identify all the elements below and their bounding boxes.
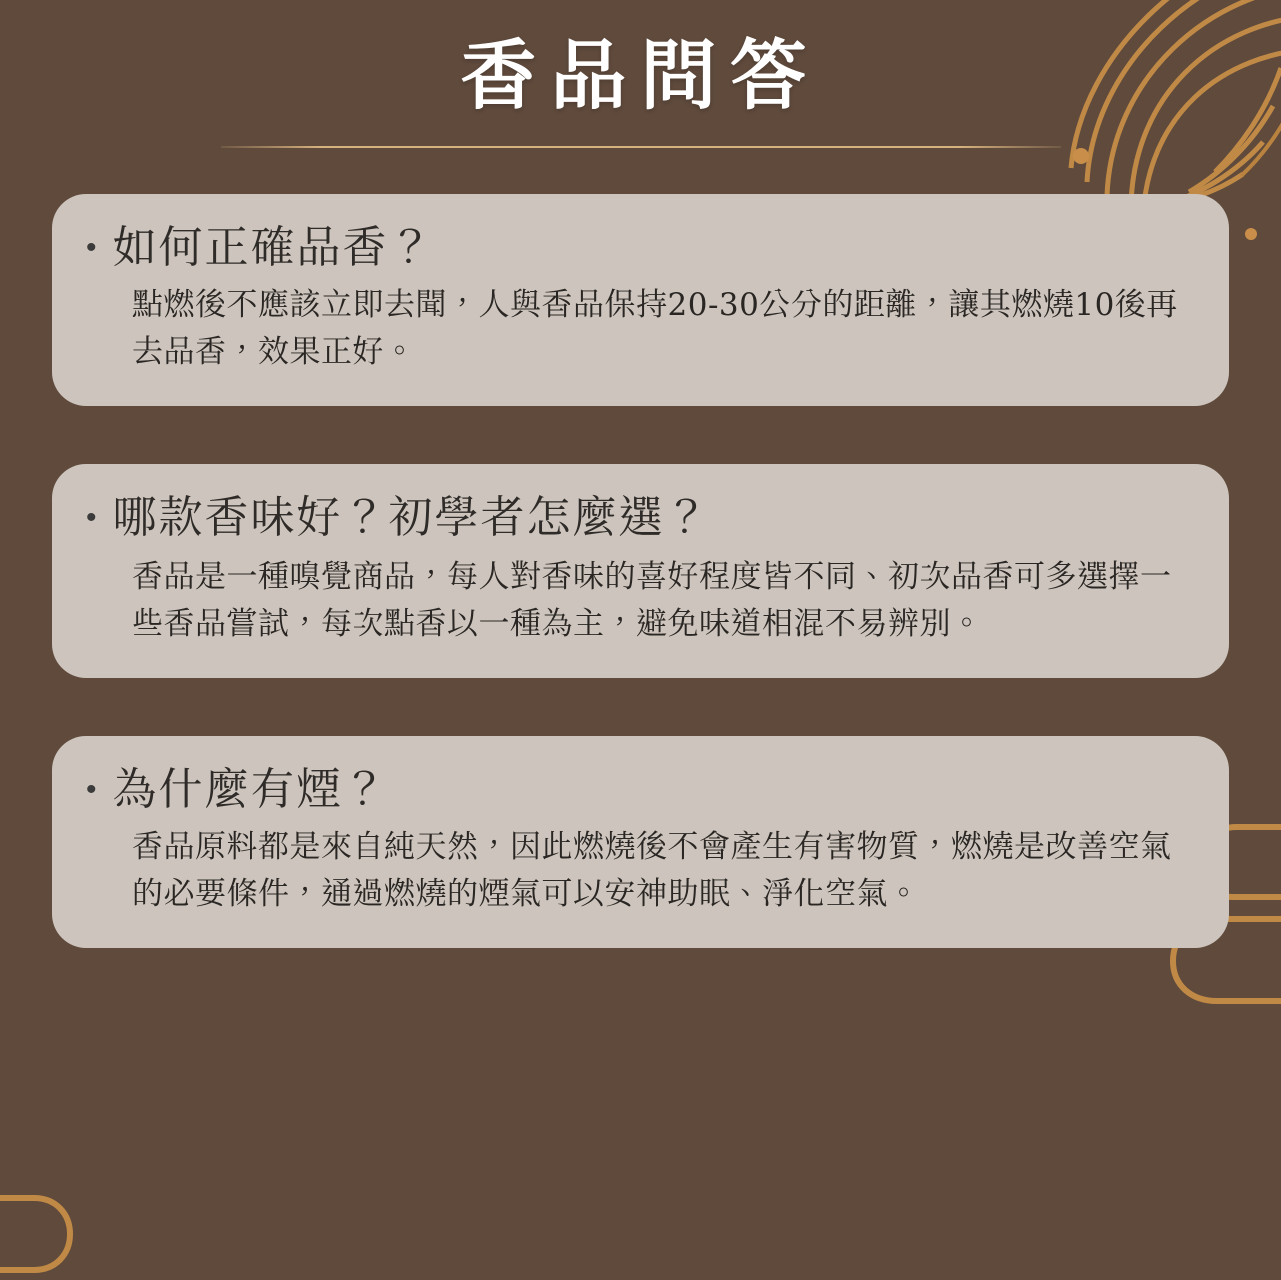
title-divider — [221, 146, 1061, 148]
faq-answer: 香品原料都是來自純天然，因此燃燒後不會產生有害物質，燃燒是改善空氣的必要條件，通過燃燒的煙氣可以安神助眠、淨化空氣。 — [132, 829, 1172, 913]
faq-question-row — [86, 490, 1195, 546]
faq-answer: 點燃後不應該立即去聞，人與香品保持20-30公分的距離，讓其燃燒10後再去品香，效果正好。 — [132, 286, 1178, 370]
faq-answer: 香品是一種嗅覺商品，每人對香味的喜好程度皆不同、初次品香可多選擇一些香品嘗試，每次點香以一種為主，避免味道相混不易辨別。 — [132, 558, 1172, 642]
faq-question-row — [86, 220, 1195, 276]
faq-card — [52, 736, 1229, 948]
page-header — [0, 0, 1281, 148]
bullet-icon: • — [86, 500, 97, 534]
bullet-icon: • — [86, 773, 97, 807]
circle-dot-icon — [1073, 148, 1089, 164]
page-title: 香品問答 — [460, 31, 821, 120]
cloud-scroll-ornament-icon — [0, 1190, 110, 1280]
faq-question-row — [86, 762, 1195, 818]
faq-card — [52, 464, 1229, 678]
faq-list — [0, 194, 1281, 949]
bullet-icon: • — [86, 230, 97, 264]
faq-question: 如何正確品香？ — [112, 221, 435, 273]
faq-card — [52, 194, 1229, 406]
faq-question: 為什麼有煙？ — [112, 764, 389, 816]
faq-question: 哪款香味好？初學者怎麼選？ — [112, 491, 711, 543]
